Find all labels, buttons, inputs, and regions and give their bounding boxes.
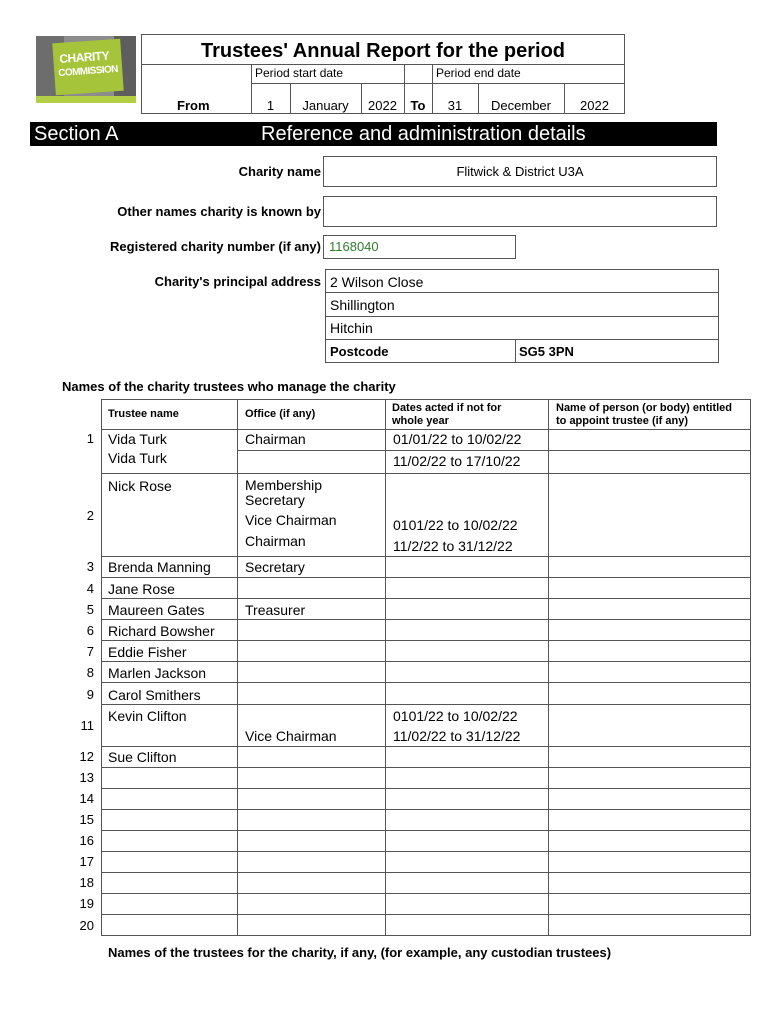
trustee-office[interactable]: Secretary <box>245 492 305 508</box>
trustee-dates[interactable]: 0101/22 to 10/02/22 <box>393 517 518 533</box>
trustee-dates[interactable]: 0101/22 to 10/02/22 <box>393 708 518 724</box>
trustee-office[interactable]: Chairman <box>245 533 306 549</box>
address-line1[interactable]: 2 Wilson Close <box>330 274 424 290</box>
custodian-trustees-heading: Names of the trustees for the charity, if any, (for example, any custodian trustees) <box>108 945 612 960</box>
row-number: 20 <box>79 918 94 933</box>
end-year[interactable]: 2022 <box>580 98 609 113</box>
charity-number-value: 1168040 <box>329 239 379 254</box>
to-label: To <box>410 98 426 113</box>
trustee-office[interactable]: Secretary <box>245 559 305 575</box>
other-names-label: Other names charity is known by <box>117 204 321 219</box>
trustee-name[interactable]: Vida Turk <box>108 450 167 466</box>
trustee-name[interactable]: Nick Rose <box>108 478 172 494</box>
trustee-office[interactable]: Chairman <box>245 431 306 447</box>
postcode-label: Postcode <box>330 344 389 359</box>
row-number: 18 <box>79 875 94 890</box>
trustee-office[interactable]: Vice Chairman <box>245 512 337 528</box>
row-number: 19 <box>79 896 94 911</box>
trustee-dates[interactable]: 11/02/22 to 31/12/22 <box>393 728 521 744</box>
trustee-name[interactable]: Maureen Gates <box>108 602 205 618</box>
row-number: 11 <box>80 718 94 733</box>
other-names-field[interactable] <box>323 196 717 227</box>
col-header-appoint-line2: to appoint trustee (if any) <box>556 415 688 427</box>
trustee-name[interactable]: Sue Clifton <box>108 749 177 765</box>
trustee-dates[interactable]: 01/01/22 to 10/02/22 <box>393 431 522 447</box>
col-header-office: Office (if any) <box>245 408 316 420</box>
end-day[interactable]: 31 <box>447 98 463 113</box>
charity-commission-logo <box>36 36 136 103</box>
col-header-appoint-line1: Name of person (or body) entitled <box>556 402 733 414</box>
report-title: Trustees' Annual Report for the period <box>200 40 566 62</box>
period-end-label: Period end date <box>436 66 521 80</box>
row-number: 16 <box>79 833 94 848</box>
trustee-name[interactable]: Marlen Jackson <box>108 665 207 681</box>
row-number: 1 <box>86 431 94 446</box>
col-header-trustee-name: Trustee name <box>108 408 179 420</box>
row-number: 4 <box>86 581 94 596</box>
address-label: Charity's principal address <box>154 274 321 289</box>
from-label: From <box>177 98 210 113</box>
end-month[interactable]: December <box>491 98 551 113</box>
start-day[interactable]: 1 <box>266 98 275 113</box>
charity-number-label: Registered charity number (if any) <box>110 239 321 254</box>
row-number: 7 <box>86 644 94 659</box>
row-number: 9 <box>86 687 94 702</box>
col-header-dates-line1: Dates acted if not for <box>392 402 502 414</box>
trustee-name[interactable]: Richard Bowsher <box>108 623 215 639</box>
col-header-dates-line2: whole year <box>392 415 449 427</box>
logo-badge <box>52 39 123 96</box>
section-title: Reference and administration details <box>261 123 586 145</box>
trustee-dates[interactable]: 11/02/22 to 17/10/22 <box>393 453 521 469</box>
row-number: 14 <box>79 791 94 806</box>
trustee-office[interactable]: Vice Chairman <box>245 728 337 744</box>
row-number: 6 <box>86 623 94 638</box>
period-start-label: Period start date <box>255 66 344 80</box>
section-label: Section A <box>34 123 119 145</box>
trustee-name[interactable]: Kevin Clifton <box>108 708 187 724</box>
address-line2[interactable]: Shillington <box>330 297 395 313</box>
trustee-office[interactable]: Treasurer <box>245 602 306 618</box>
trustees-heading: Names of the charity trustees who manage the charity <box>62 379 396 394</box>
row-number: 3 <box>86 559 94 574</box>
trustee-name[interactable]: Carol Smithers <box>108 687 201 703</box>
trustee-name[interactable]: Eddie Fisher <box>108 644 187 660</box>
start-year[interactable]: 2022 <box>368 98 397 113</box>
row-number: 15 <box>79 812 94 827</box>
trustee-name[interactable]: Brenda Manning <box>108 559 211 575</box>
row-number: 5 <box>86 602 94 617</box>
row-number: 17 <box>79 854 94 869</box>
trustee-name[interactable]: Jane Rose <box>108 581 175 597</box>
trustee-office[interactable]: Membership <box>245 477 323 493</box>
postcode-value[interactable]: SG5 3PN <box>519 344 574 359</box>
row-number: 8 <box>86 665 94 680</box>
row-number: 2 <box>86 508 94 523</box>
trustee-dates[interactable]: 11/2/22 to 31/12/22 <box>393 538 513 554</box>
logo-text-line1: CHARITY <box>58 48 110 66</box>
charity-name-label: Charity name <box>238 164 321 179</box>
trustee-name[interactable]: Vida Turk <box>108 431 167 447</box>
row-number: 13 <box>79 770 94 785</box>
start-month[interactable]: January <box>302 98 349 113</box>
logo-text-line2: COMMISSION <box>58 63 119 80</box>
charity-name-value: Flitwick & District U3A <box>456 164 584 179</box>
address-line3[interactable]: Hitchin <box>330 320 373 336</box>
row-number: 12 <box>79 749 94 764</box>
